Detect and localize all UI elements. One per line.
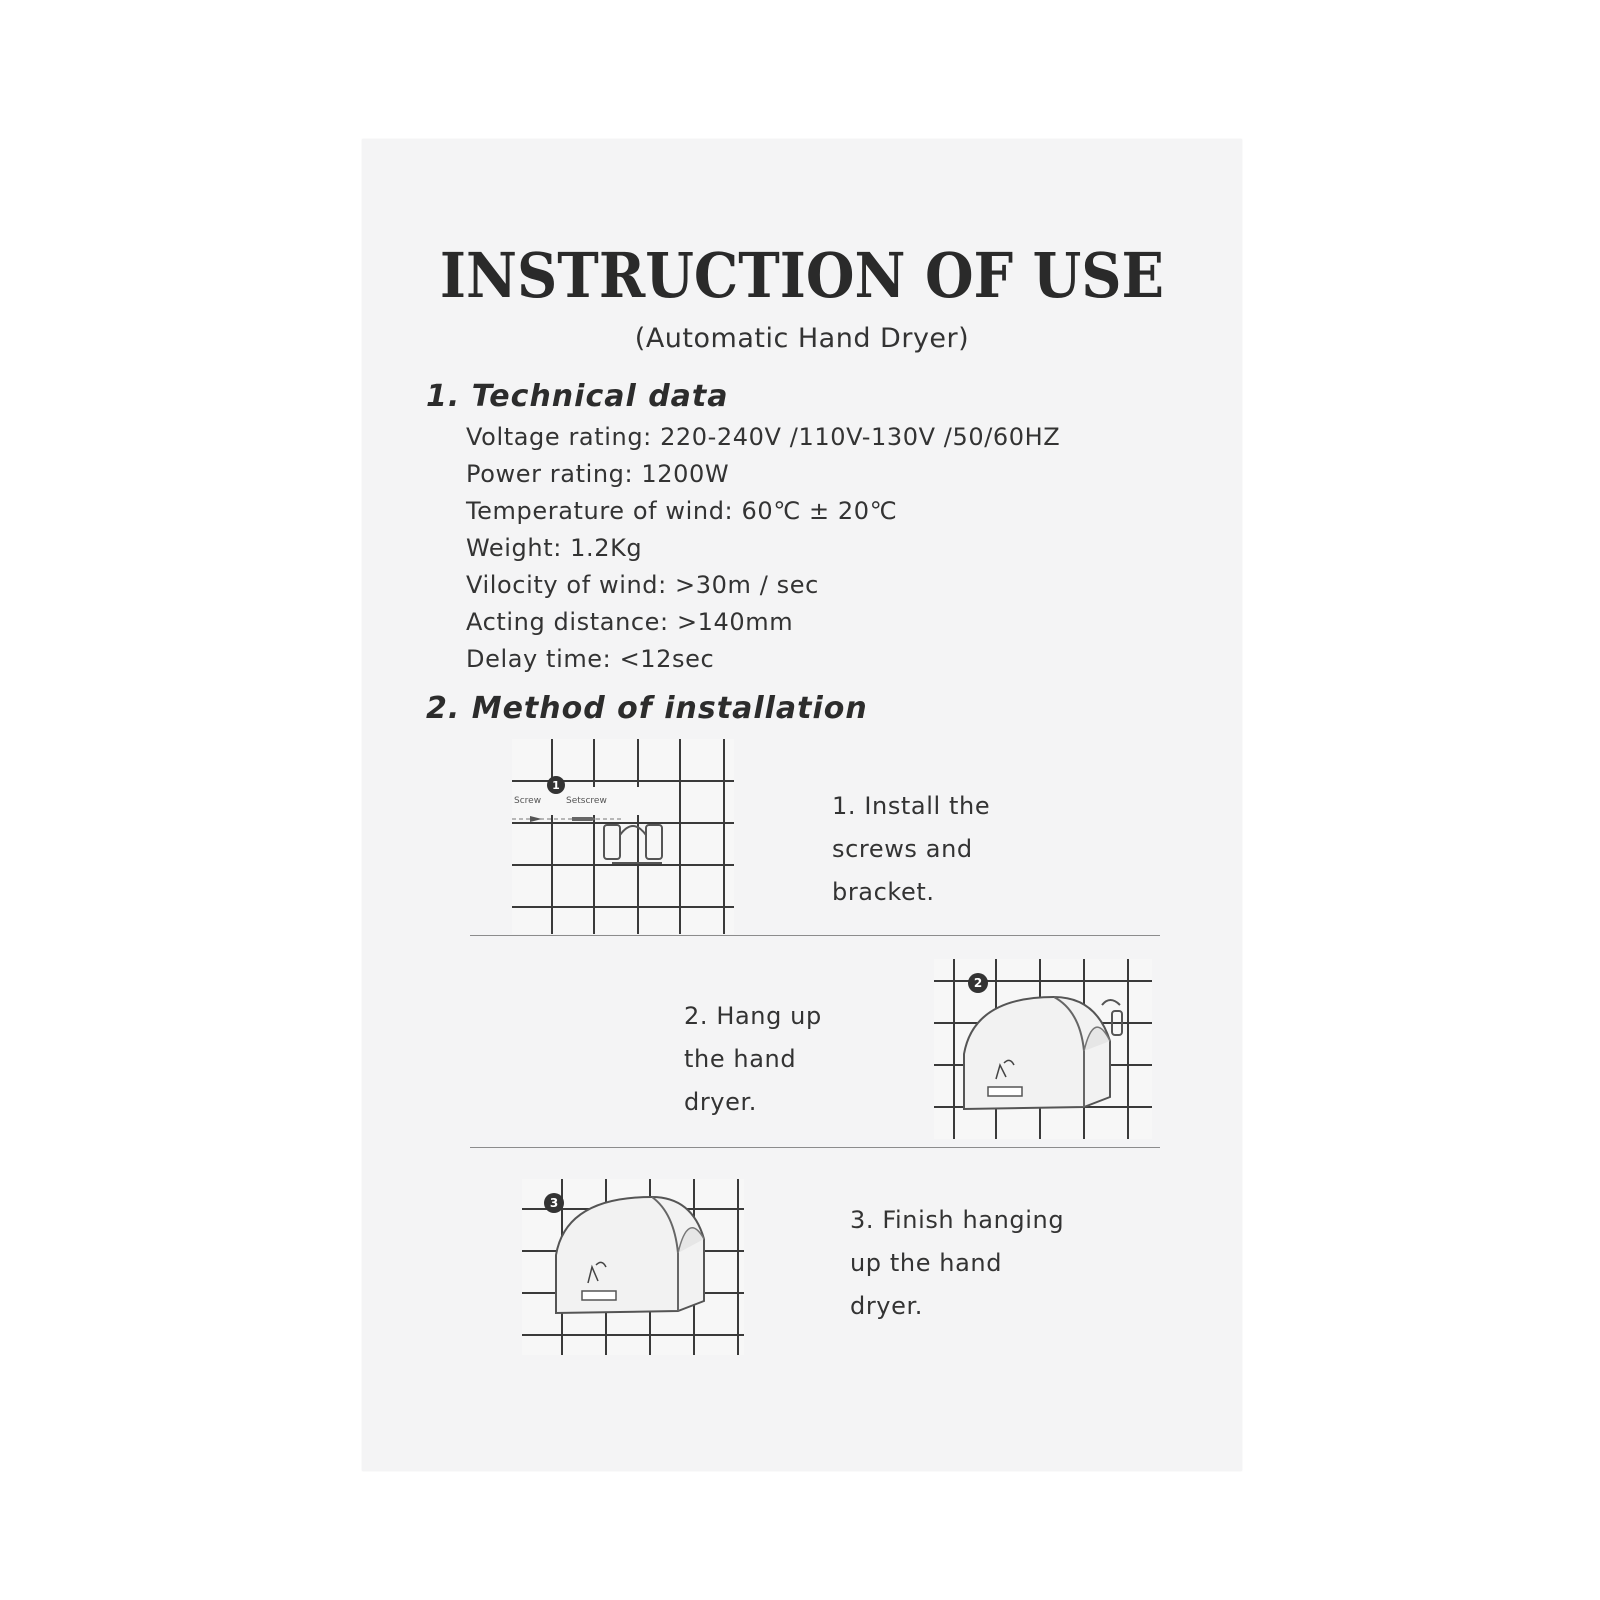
- document-title: INSTRUCTION OF USE: [439, 239, 1165, 312]
- step-divider: [470, 1147, 1160, 1148]
- technical-data-list: [466, 419, 1060, 678]
- spec-voltage-rating: Voltage rating: 220-240V /110V-130V /50/60HZ: [466, 423, 1061, 451]
- setscrew-icon: [572, 817, 596, 821]
- technical-data-heading: 1. Technical data: [426, 379, 729, 414]
- step-divider: [470, 935, 1160, 936]
- installation-heading: 2. Method of installation: [426, 691, 868, 726]
- setscrew-label: Setscrew: [566, 796, 607, 806]
- step-number-badge-2: [968, 973, 988, 993]
- document-subtitle: (Automatic Hand Dryer): [634, 323, 970, 354]
- spec-acting-distance: Acting distance: >140mm: [466, 608, 794, 636]
- step-number-badge-3: [544, 1193, 564, 1213]
- step-1-text: 1. Install the screws and bracket.: [832, 792, 991, 906]
- step-2-text: 2. Hang up the hand dryer.: [684, 1002, 822, 1116]
- spec-weight: Weight: 1.2Kg: [466, 534, 643, 562]
- step-number-badge-1: [547, 776, 565, 794]
- hand-dryer-icon: [964, 997, 1110, 1109]
- bracket-icon: [604, 825, 662, 863]
- step-1-diagram: [512, 739, 734, 934]
- screw-label: Screw: [514, 796, 542, 806]
- spec-wind-temperature: Temperature of wind: 60℃ ± 20℃: [466, 497, 898, 525]
- spec-delay-time: Delay time: <12sec: [466, 645, 715, 673]
- wall-tile-grid: [512, 739, 734, 934]
- step-2-illustration: [934, 959, 1152, 1139]
- step-number-2: 2: [973, 976, 983, 990]
- step-1-illustration: [512, 739, 734, 934]
- step-3-illustration: [522, 1179, 744, 1355]
- screw-icon: [530, 816, 542, 822]
- step-3-text: 3. Finish hanging up the hand dryer.: [850, 1206, 1065, 1320]
- hand-dryer-icon: [556, 1197, 704, 1313]
- step-number-3: 3: [549, 1196, 559, 1210]
- spec-wind-velocity: Vilocity of wind: >30m / sec: [466, 571, 819, 599]
- step-2-diagram: [934, 959, 1152, 1139]
- spec-power-rating: Power rating: 1200W: [466, 460, 730, 488]
- instruction-sheet: [362, 139, 1242, 1471]
- step-number-1: 1: [552, 779, 560, 792]
- step-3-diagram: [522, 1179, 744, 1355]
